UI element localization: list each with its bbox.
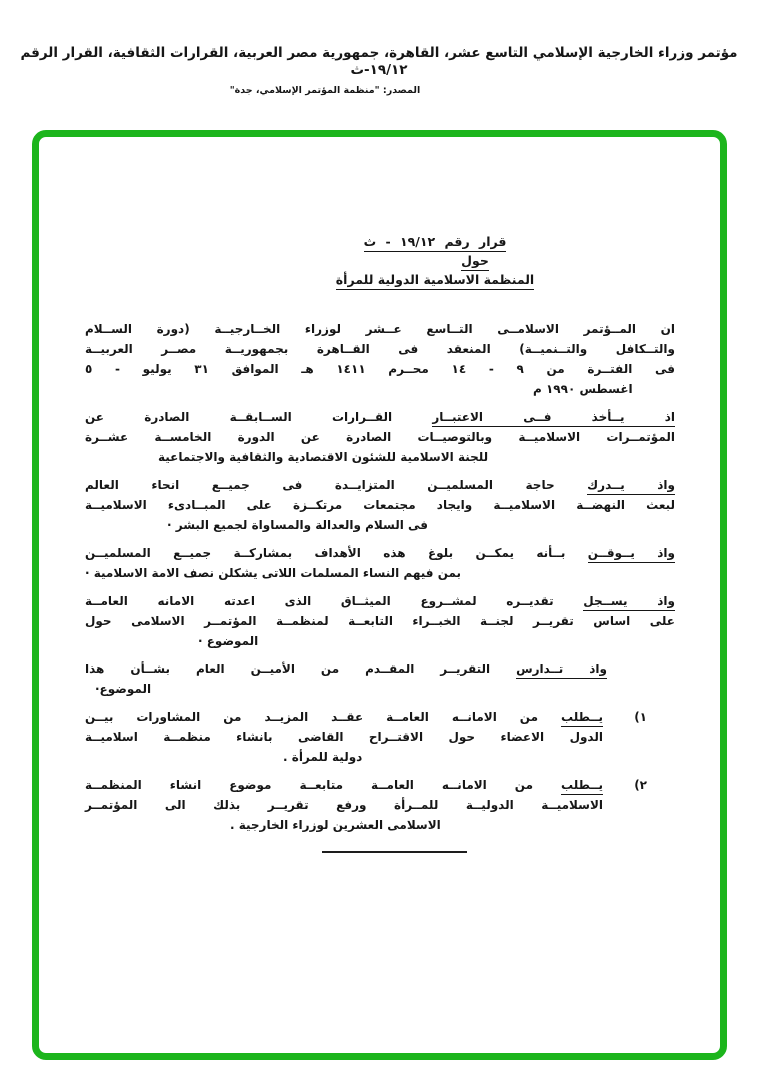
text-line: فى الفتــرة من ٩ - ١٤ محــرم ١٤١١ هـ الموافق ٣١ يوليو - ٥ bbox=[85, 362, 675, 376]
preamble-paragraph-3 bbox=[85, 475, 675, 535]
resolution-item-1 bbox=[85, 707, 675, 767]
text-line: الاسلاميــة الدوليــة للمــرأة ورفع تقريــر بذلك الى المؤتمــر bbox=[85, 798, 603, 812]
text-line: واذ تــدارس التقريــر المقــدم من الأميــن العام بشــأن هذا bbox=[85, 659, 675, 679]
text-line: الاسلامى العشرين لوزراء الخارجية . bbox=[230, 818, 441, 832]
lead-phrase: واذ يــوقــن bbox=[588, 546, 675, 563]
text-line: يــطلب من الامانــه العامــة عقــد المزيــد من المشاورات بيــن bbox=[85, 707, 603, 727]
lead-phrase: واذ يــدرك bbox=[587, 478, 675, 495]
resolution-number-line: قرار رقم ١٩/١٢ - ث bbox=[315, 232, 555, 251]
text-line: المؤتمــرات الاسلاميــة وبالتوصيــات الصادرة عن الدورة الخامســة عشــرة bbox=[85, 430, 675, 444]
item-number: ١) bbox=[634, 710, 647, 724]
resolution-title bbox=[315, 232, 555, 289]
page-content bbox=[39, 137, 720, 853]
text-line: اغسطس ١٩٩٠ م bbox=[533, 382, 633, 396]
preamble-paragraph-5 bbox=[85, 591, 675, 651]
preamble-paragraph-2 bbox=[85, 407, 675, 467]
item-text bbox=[85, 775, 603, 835]
preamble-paragraph-6 bbox=[85, 659, 675, 699]
document-header bbox=[0, 0, 758, 97]
conference-header-line: مؤتمر وزراء الخارجية الإسلامي التاسع عشر، القاهرة، جمهورية مصر العربية، القرارات الثقافية، القرار الرقم ١٩/١٢-ث bbox=[20, 45, 738, 78]
separator-line bbox=[322, 851, 467, 853]
item-number: ٢) bbox=[634, 778, 647, 792]
text-line: فى السلام والعدالة والمساواة لجميع البشر · bbox=[167, 518, 429, 532]
text-line: دولية للمرأة . bbox=[283, 750, 363, 764]
resolution-item-2 bbox=[85, 775, 675, 835]
preamble-paragraph-4 bbox=[85, 543, 675, 583]
text-line: واذ يســجل تقديــره لمشــروع الميثــاق الذى اعدته الامانه العامــة bbox=[85, 591, 675, 611]
text-line: الدول الاعضاء حول الاقتــراح القاضى بانشاء منظمــة اسلاميــة bbox=[85, 730, 603, 744]
text-line: الموضوع · bbox=[198, 634, 259, 648]
text-line: واذ يــدرك حاجة المسلميــن المتزايــدة فى جميــع انحاء العالم bbox=[85, 475, 675, 495]
text-line: بمن فيهم النساء المسلمات اللاتى يشكلن نصف الامة الاسلامية · bbox=[85, 566, 462, 580]
text-line: والتــكافل والتــنميــة) المنعقد فى القــاهرة بجمهوريــة مصــر العربيــة bbox=[85, 342, 675, 356]
page-frame bbox=[32, 130, 727, 1060]
text-line: الموضوع· bbox=[95, 682, 152, 696]
text-line: على اساس تقريــر لجنــة الخبــراء التابعــة لمنظمــة المؤتمــر الاسلامى حول bbox=[85, 614, 675, 628]
text-line: واذ يــوقــن بــأنه يمكــن بلوغ هذه الأهداف بمشاركــة جميــع المسلميــن bbox=[85, 543, 675, 563]
lead-phrase: يــطلب bbox=[561, 778, 603, 795]
text-line: للجنة الاسلامية للشئون الاقتصادية والثقافية والاجتماعية bbox=[158, 450, 489, 464]
text-line: اذ يــأخذ فــى الاعتبــار القــرارات الســابقــة الصادرة عن bbox=[85, 407, 675, 427]
lead-phrase: يــطلب bbox=[561, 710, 603, 727]
text-line: لبعث النهضــة الاسلاميــة وايجاد مجتمعات مرتكــزة على المبــادىء الاسلاميــة bbox=[85, 498, 675, 512]
source-line: المصدر: "منظمة المؤتمر الإسلامي، جدة" bbox=[229, 85, 421, 96]
lead-phrase: اذ يــأخذ فــى الاعتبــار bbox=[432, 410, 675, 427]
text-line: ان المــؤتمر الاسلامــى التــاسع عــشر لوزراء الخــارجيــة (دورة الســلام bbox=[85, 322, 675, 336]
preamble-paragraph-1 bbox=[85, 319, 675, 399]
resolution-about-line: حول bbox=[355, 251, 595, 270]
lead-phrase: واذ تــدارس bbox=[516, 662, 607, 679]
item-text bbox=[85, 707, 603, 767]
lead-phrase: واذ يســجل bbox=[583, 594, 675, 611]
text-line: يــطلب من الامانــه العامــة متابعــة موضوع انشاء المنظمــة bbox=[85, 775, 603, 795]
resolution-subject-line: المنظمة الاسلامية الدولية للمرأة bbox=[315, 270, 555, 289]
